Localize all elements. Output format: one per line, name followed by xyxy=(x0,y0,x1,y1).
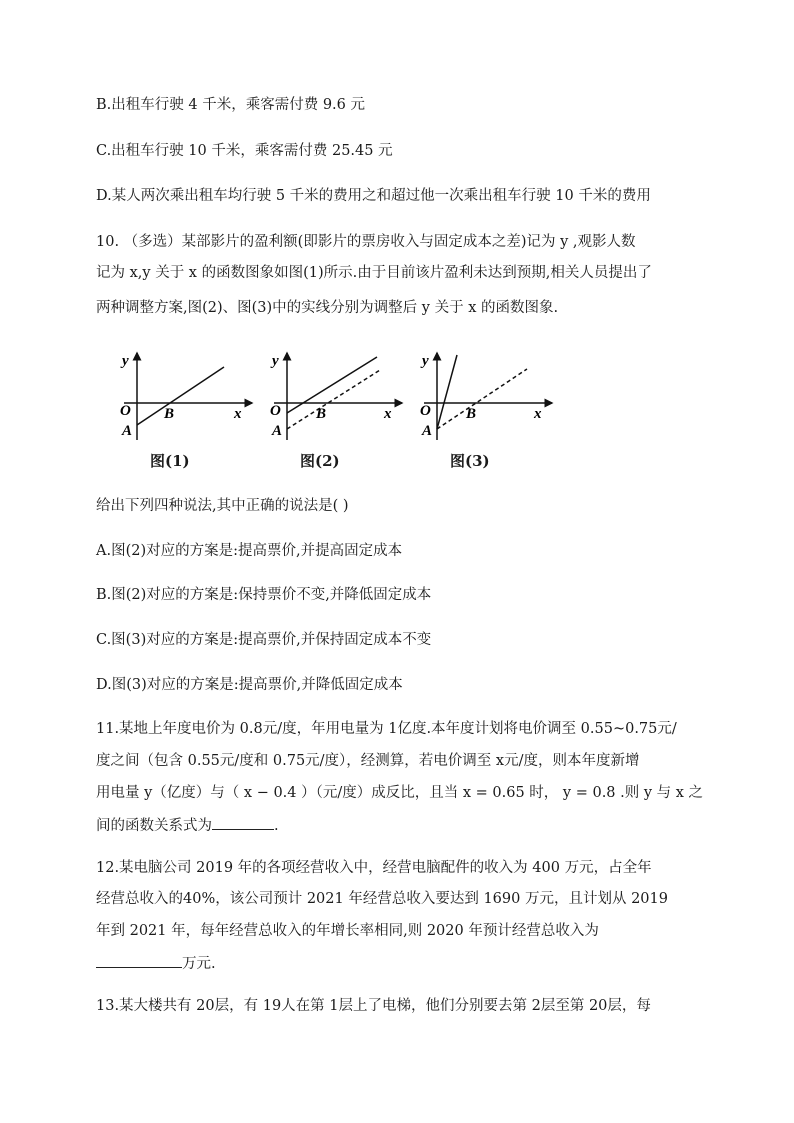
point-a-label: A xyxy=(272,423,283,439)
point-a-label: A xyxy=(422,423,433,439)
origin-label: O xyxy=(270,403,281,419)
figure-1-caption: 图(1) xyxy=(150,452,190,470)
figure-3-caption: 图(3) xyxy=(450,452,490,470)
origin-label: O xyxy=(120,403,131,419)
q11-line-4-text: 间的函数关系式为 xyxy=(96,818,212,834)
q10-option-d: D.图(3)对应的方案是:提高票价,并降低固定成本 xyxy=(96,677,403,693)
point-b-label: B xyxy=(164,406,175,422)
q11-line-3: 用电量 y（亿度）与（ x − 0.4 ）（元/度）成反比，且当 x = 0.65 时， y = 0.8 .则 y 与 x 之 xyxy=(96,785,704,801)
figure-2-caption: 图(2) xyxy=(300,452,340,470)
figure-1-graph xyxy=(112,345,257,445)
original-line-dashed xyxy=(287,370,380,429)
q13-line-1: 13.某大楼共有 20层，有 19人在第 1层上了电梯，他们分别要去第 2层至第 20层，每 xyxy=(96,998,651,1014)
q11-line-1: 11.某地上年度电价为 0.8元/度，年用电量为 1亿度.本年度计划将电价调至 0.55~0.75元/ xyxy=(96,721,677,737)
point-a-label: A xyxy=(122,423,133,439)
q10-line-2: 记为 x,y 关于 x 的函数图象如图(1)所示.由于目前该片盈利未达到预期,相关人员提出了 xyxy=(96,265,652,281)
x-axis-label: x xyxy=(234,406,242,422)
adjusted-line-solid xyxy=(287,357,377,413)
y-axis-label: y xyxy=(422,353,429,369)
q11-line-2: 度之间（包含 0.55元/度和 0.75元/度），经测算，若电价调至 x元/度，则本年度新增 xyxy=(96,753,640,769)
q12-answer-blank[interactable] xyxy=(96,953,182,968)
q10-prompt: 给出下列四种说法,其中正确的说法是( ) xyxy=(96,498,349,514)
q11-answer-blank[interactable] xyxy=(212,815,274,830)
q10-line-3: 两种调整方案,图(2)、图(3)中的实线分别为调整后 y 关于 x 的函数图象. xyxy=(96,300,559,316)
q12-line-1: 12.某电脑公司 2019 年的各项经营收入中，经营电脑配件的收入为 400 万元，占全年 xyxy=(96,860,652,876)
figure-3 xyxy=(412,345,557,445)
figure-1 xyxy=(112,345,257,445)
q12-line-2: 经营总收入的40%，该公司预计 2021 年经营总收入要达到 1690 万元，且计划从 2019 xyxy=(96,891,668,907)
option-b: B.出租车行驶 4 千米，乘客需付费 9.6 元 xyxy=(96,97,365,113)
figure-2-graph xyxy=(262,345,407,445)
q10-option-a: A.图(2)对应的方案是:提高票价,并提高固定成本 xyxy=(96,543,403,559)
y-axis-label: y xyxy=(122,353,129,369)
x-axis-label: x xyxy=(534,406,542,422)
profit-line xyxy=(137,367,224,425)
q10-option-c: C.图(3)对应的方案是:提高票价,并保持固定成本不变 xyxy=(96,632,432,648)
figure-2 xyxy=(262,345,407,445)
y-axis-label: y xyxy=(272,353,279,369)
q10-line-1: 10. （多选）某部影片的盈利额(即影片的票房收入与固定成本之差)记为 y ,观影人数 xyxy=(96,234,636,250)
q12-line-3: 年到 2021 年，每年经营总收入的年增长率相同,则 2020 年预计经营总收入为 xyxy=(96,923,599,939)
q12-line-4-end: 万元. xyxy=(182,956,216,972)
point-b-label: B xyxy=(316,406,327,422)
point-b-label: B xyxy=(466,406,477,422)
x-axis-label: x xyxy=(384,406,392,422)
origin-label: O xyxy=(420,403,431,419)
q11-line-4-end: . xyxy=(274,818,279,834)
option-c: C.出租车行驶 10 千米，乘客需付费 25.45 元 xyxy=(96,143,393,159)
adjusted-line-solid xyxy=(437,355,457,429)
option-d: D.某人两次乘出租车均行驶 5 千米的费用之和超过他一次乘出租车行驶 10 千米的费用 xyxy=(96,188,651,204)
q10-option-b: B.图(2)对应的方案是:保持票价不变,并降低固定成本 xyxy=(96,587,432,603)
figure-3-graph xyxy=(412,345,557,445)
q11-line-4 xyxy=(96,815,279,836)
q12-line-4 xyxy=(96,953,216,974)
